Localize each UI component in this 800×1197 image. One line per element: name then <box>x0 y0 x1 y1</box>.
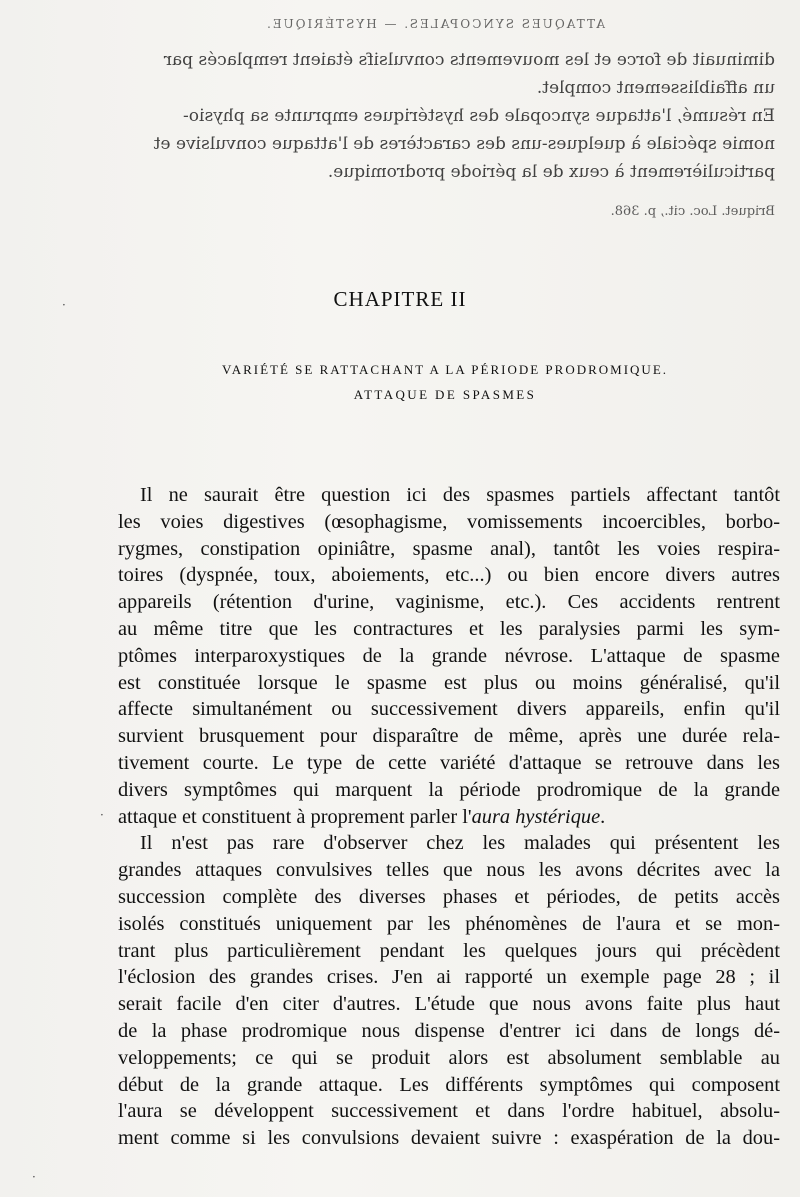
text-line: ptômes interparoxystiques de la grande névrose. L'attaque de spasme <box>118 644 780 667</box>
bleed-through-faint <box>90 225 780 255</box>
text-line: au même titre que les contractures et les paralysies parmi les sym- <box>118 617 780 640</box>
text-line: affecte simultanément ou successivement divers appareils, enfin qu'il <box>118 698 780 721</box>
text-line: trant plus particulièrement pendant les quelques jours qui précèdent <box>118 939 780 962</box>
text-line: ment comme si les convulsions devaient suivre : exaspération de la dou- <box>118 1127 780 1150</box>
chapter-title: CHAPITRE II <box>333 287 467 311</box>
text-line: est constituée lorsque le spasme est plus ou moins généralisé, qu'il <box>118 671 780 694</box>
text-line: l'aura se développent successivement et dans l'ordre habituel, absolu- <box>118 1100 780 1123</box>
text-line: serait facile d'en citer d'autres. L'étude que nous avons faite plus haut <box>118 993 780 1016</box>
text-line: isolés constitués uniquement par les phénomènes de l'aura et se mon- <box>118 912 780 935</box>
text-line: l'éclosion des grandes crises. J'en ai rapporté un exemple page 28 ; il <box>118 966 780 989</box>
text-line <box>118 804 780 831</box>
italic-term: aura hystérique <box>471 805 601 828</box>
text-line: survient brusquement pour disparaître de même, après une durée rela- <box>118 725 780 748</box>
text-line: de la phase prodromique nous dispense d'entrer ici dans de longs dé- <box>118 1019 780 1042</box>
text-span: attaque et constituent à proprement parler l' <box>118 805 472 828</box>
bleed-through-line: un affaiblissement complet. <box>536 78 775 98</box>
chapter-subtitle: VARIÉTÉ SE RATTACHANT A LA PÉRIODE PRODROMIQUE. <box>221 362 669 377</box>
speck-mark: · <box>62 298 66 312</box>
speck-mark: · <box>100 808 104 822</box>
text-span: . <box>600 805 606 828</box>
bleed-through-line: nomie spéciale à quelques-uns des caractères de l'attaque convulsive et <box>153 134 775 154</box>
text-line: rygmes, constipation opiniâtre, spasme anal), tantôt les voies respira- <box>118 537 780 560</box>
bleed-through-line: particulièrement à ceux de la période prodromique. <box>327 162 775 182</box>
bleed-through-line: En résumé, l'attaque syncopale des hystériques emprunte sa physio- <box>183 106 775 126</box>
body-text <box>118 482 780 1152</box>
text-line: les voies digestives (œsophagisme, vomissements incoercibles, borbo- <box>118 510 780 533</box>
bleed-through-line: diminuait de force et les mouvements convulsifs étaient remplacés par <box>163 50 775 70</box>
text-line: Il ne saurait être question ici des spasmes partiels affectant tantôt <box>140 484 780 506</box>
speck-mark: · <box>32 1170 36 1184</box>
chapter-section-title: ATTAQUE DE SPASMES <box>353 387 537 402</box>
text-line: début de la grande attaque. Les différents symptômes qui composent <box>118 1073 780 1096</box>
text-line: grandes attaques convulsives telles que nous les avons décrites avec la <box>118 859 780 882</box>
text-line: Il n'est pas rare d'observer chez les malades qui présentent les <box>140 832 780 855</box>
bleed-through-text <box>95 10 775 226</box>
text-line: tivement courte. Le type de cette variété d'attaque se retrouve dans les <box>118 751 780 774</box>
text-line: succession complète des diverses phases et périodes, de petits accès <box>118 885 780 908</box>
text-line: divers symptômes qui marquent la période prodromique de la grande <box>118 778 780 801</box>
text-line: veloppements; ce qui se produit alors est absolument semblable au <box>118 1046 780 1069</box>
text-line: toires (dyspnée, toux, aboiements, etc...) ou bien encore divers autres <box>118 564 780 587</box>
bleed-through-reference: Briquet. Loc. cit., p. 368. <box>610 204 775 219</box>
text-line: appareils (rétention d'urine, vaginisme, etc.). Ces accidents rentrent <box>118 591 780 614</box>
bleed-through-header: ATTAQUES SYNCOPALES. — HYSTÉRIQUE. <box>265 17 605 31</box>
